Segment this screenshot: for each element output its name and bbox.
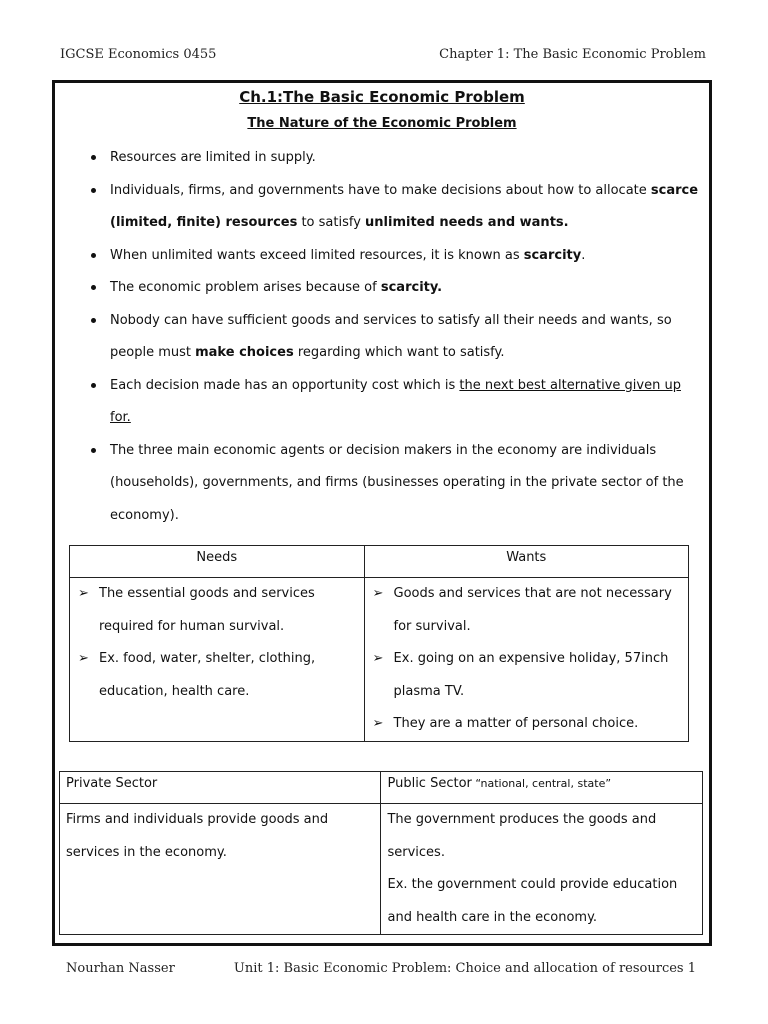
public-sector-header: Public Sector “national, central, state” — [381, 772, 703, 804]
needs-header: Needs — [70, 546, 365, 578]
list-item: Resources are limited in supply. — [92, 142, 700, 175]
public-sector-cell: The government produces the goods and services. Ex. the government could provide education and health care in the economy. — [381, 804, 703, 935]
list-item: Individuals, firms, and governments have to make decisions about how to allocate scarce (limited, finite) resources to satisfy unlimited needs and wants. — [92, 175, 700, 240]
section-subtitle: The Nature of the Economic Problem — [247, 116, 517, 131]
needs-wants-table — [69, 545, 689, 742]
header-left: IGCSE Economics 0455 — [60, 47, 217, 62]
wants-cell — [364, 578, 688, 742]
list-item: The economic problem arises because of scarcity. — [92, 272, 700, 305]
list-item: ➢ Ex. going on an expensive holiday, 57inch plasma TV. — [371, 643, 682, 708]
private-sector-header: Private Sector — [60, 772, 381, 804]
page-header — [60, 47, 706, 62]
header-right: Chapter 1: The Basic Economic Problem — [439, 47, 706, 62]
arrow-bullet-icon: ➢ — [78, 586, 89, 601]
page-title: Ch.1:The Basic Economic Problem — [239, 88, 525, 106]
arrow-bullet-icon: ➢ — [372, 586, 384, 601]
list-item: ➢ Ex. food, water, shelter, clothing, education, health care. — [76, 643, 358, 708]
sectors-table — [59, 771, 703, 935]
public-sector-note: “national, central, state” — [471, 777, 612, 790]
list-item: ➢ They are a matter of personal choice. — [371, 708, 682, 741]
list-item: When unlimited wants exceed limited resources, it is known as scarcity. — [92, 240, 700, 273]
arrow-bullet-icon: ➢ — [372, 716, 384, 731]
footer-unit: Unit 1: Basic Economic Problem: Choice and allocation of resources 1 — [233, 961, 696, 976]
arrow-bullet-icon: ➢ — [78, 651, 89, 666]
needs-cell — [70, 578, 365, 742]
private-sector-cell: Firms and individuals provide goods and services in the economy. — [60, 804, 381, 935]
list-item: ➢ The essential goods and services required for human survival. — [76, 578, 358, 643]
wants-header: Wants — [364, 546, 688, 578]
list-item: Each decision made has an opportunity cost which is the next best alternative given up for. — [92, 370, 700, 435]
key-points-list — [92, 142, 700, 532]
list-item: Nobody can have sufficient goods and services to satisfy all their needs and wants, so people must make choices regarding which want to satisfy. — [92, 305, 700, 370]
arrow-bullet-icon: ➢ — [372, 651, 384, 666]
page-footer — [66, 961, 696, 976]
list-item: ➢ Goods and services that are not necessary for survival. — [371, 578, 682, 643]
footer-author: Nourhan Nasser — [66, 961, 175, 976]
list-item: The three main economic agents or decision makers in the economy are individuals (households), governments, and firms (businesses operating in the private sector of the economy). — [92, 435, 700, 533]
